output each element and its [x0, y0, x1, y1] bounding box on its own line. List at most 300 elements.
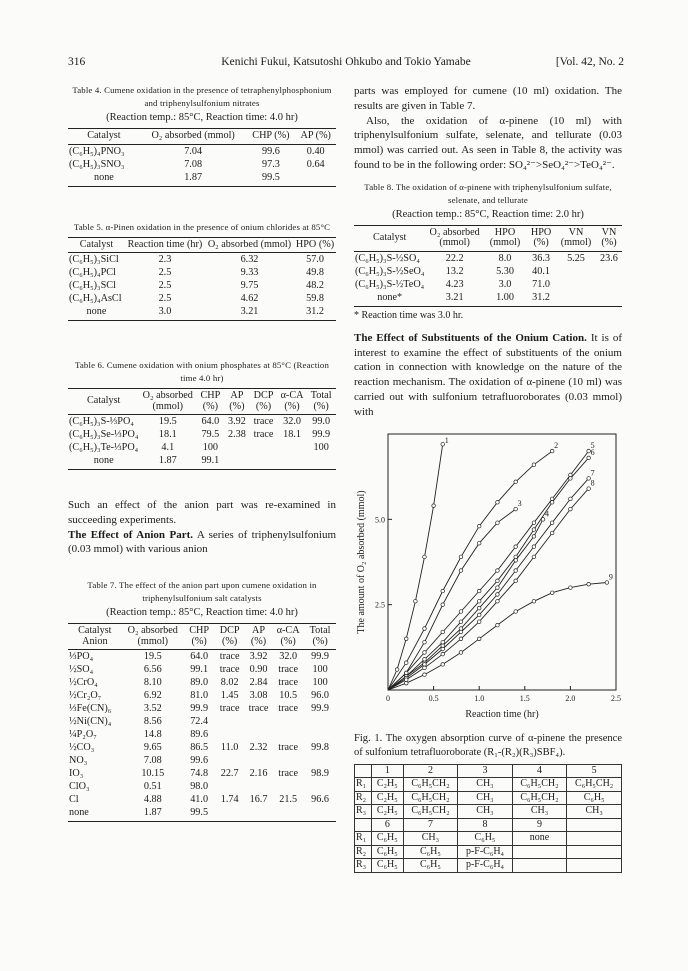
- table-cell: 22.2: [445, 252, 464, 264]
- series-label: 5: [590, 440, 595, 450]
- legend-cell: C₆H₅CH₂: [403, 778, 458, 792]
- data-point: [587, 582, 591, 586]
- table-cell: (C₆H₅)₃S-⅓PO₄: [69, 416, 134, 427]
- data-point: [550, 531, 554, 535]
- table-cell: 0.51: [143, 781, 162, 793]
- legend-cell: none: [512, 832, 567, 846]
- table-4-conditions: (Reaction temp.: 85°C, Reaction time: 4.0 hr): [106, 112, 298, 123]
- data-point: [514, 609, 518, 613]
- data-point: [441, 602, 445, 606]
- table-cell: (C₆H₅)₃SNO₃: [69, 158, 125, 170]
- legend-cell: CH₃: [403, 832, 458, 846]
- legend-cell: C₆H₅: [372, 845, 404, 859]
- legend-cell: [355, 818, 372, 832]
- series-label: 7: [590, 467, 595, 477]
- table-cell: trace: [219, 703, 240, 715]
- table-cell: 0.64: [306, 158, 325, 170]
- y-axis-label: The amount of O₂ absorbed (mmol): [356, 489, 367, 634]
- table-row: [68, 702, 336, 715]
- table-cell: 3.0: [125, 305, 205, 321]
- table-cell: [245, 806, 272, 822]
- data-point: [423, 672, 427, 676]
- series-label: 8: [590, 478, 595, 488]
- data-point: [514, 555, 518, 559]
- table-cell: 99.6: [190, 755, 209, 767]
- table-cell: 9.75: [240, 280, 259, 291]
- table-cell: [272, 806, 304, 822]
- table-cell: [556, 291, 596, 307]
- table-4-title: Table 4. Cumene oxidation in the presence of tetraphenylphosphonium and triphenylsulfonium nitrates: [72, 85, 332, 108]
- legend-cell: CH₃: [458, 791, 512, 805]
- legend-cell: R₁: [355, 778, 372, 792]
- table-cell: (C₆H₅)₃S-½TeO₄: [355, 278, 425, 290]
- legend-cell: C₆H₅: [403, 859, 458, 873]
- table-cell: (C₆H₅)₃Se-⅓PO₄: [69, 429, 139, 440]
- table-cell: trace: [278, 742, 299, 754]
- legend-row: [355, 832, 622, 846]
- x-tick-label: 1.0: [474, 693, 485, 703]
- data-point: [441, 630, 445, 634]
- oxygen-absorption-chart: [354, 428, 622, 728]
- data-point: [423, 650, 427, 654]
- data-point: [459, 619, 463, 623]
- data-point: [569, 497, 573, 501]
- data-point: [514, 544, 518, 548]
- table-cell: 2.5: [158, 280, 172, 291]
- legend-cell: 3: [458, 764, 512, 778]
- table-cell: 0.40: [306, 145, 325, 157]
- table-cell: 99.5: [184, 806, 214, 822]
- table-cell: 100: [313, 442, 329, 453]
- table-cell: 7.08: [143, 755, 162, 767]
- table-cell: 1.87: [122, 806, 184, 822]
- table-cell: 48.2: [306, 280, 324, 291]
- table-cell: Cl: [69, 794, 79, 806]
- table-cell: [304, 754, 336, 767]
- legend-cell: [512, 859, 567, 873]
- table-cell: 71.0: [532, 278, 550, 290]
- data-point: [459, 568, 463, 572]
- table-cell: none: [68, 806, 122, 822]
- table-cell: 99.5: [246, 171, 295, 187]
- table-row: [68, 728, 336, 741]
- table-5: [68, 221, 336, 322]
- paragraph: Such an effect of the anion part was re-examined in succeeding experiments.: [68, 499, 336, 526]
- table-cell: 32.0: [279, 651, 298, 663]
- table-6-header: Catalyst: [68, 389, 139, 415]
- table-cell: 21.5: [279, 794, 298, 806]
- table-cell: ½Ni(CN)₄: [69, 716, 112, 728]
- legend-cell: C₆H₅CH₂: [403, 791, 458, 805]
- legend-cell: C₆H₅: [403, 845, 458, 859]
- table-row: [354, 265, 622, 278]
- data-point: [550, 590, 554, 594]
- table-cell: ½Cr₂O₇: [69, 690, 102, 702]
- table-cell: (C₆H₅)₃S-½SeO₄: [355, 265, 425, 277]
- table-row: [68, 793, 336, 806]
- table-row: [68, 663, 336, 676]
- table-cell: 99.1: [196, 454, 224, 470]
- table-cell: ½CO₃: [69, 742, 95, 754]
- table-cell: 3.52: [143, 703, 162, 715]
- table-cell: [214, 780, 245, 793]
- table-cell: 10.15: [141, 768, 165, 780]
- table-cell: none: [68, 305, 125, 321]
- table-cell: 57.0: [306, 254, 324, 265]
- table-cell: 5.30: [496, 265, 514, 277]
- table-cell: 3.92: [249, 651, 268, 663]
- legend-cell: R₂: [355, 791, 372, 805]
- data-point: [532, 534, 536, 538]
- legend-cell: R₁: [355, 832, 372, 846]
- table-8-header: Catalyst: [354, 225, 425, 251]
- table-cell: 11.0: [220, 742, 239, 754]
- table-8-grid: [354, 225, 622, 307]
- table-cell: [245, 754, 272, 767]
- table-cell: 2.3: [158, 254, 172, 265]
- table-row: [354, 251, 622, 265]
- table-5-header: HPO (%): [294, 237, 336, 253]
- table-4-header: AP (%): [295, 129, 336, 145]
- table-row: [354, 278, 622, 291]
- table-5-header: O₂ absorbed (mmol): [205, 237, 294, 253]
- table-cell: ClO₃: [69, 781, 90, 793]
- legend-row: [355, 805, 622, 819]
- table-cell: 96.6: [311, 794, 329, 806]
- data-point: [477, 589, 481, 593]
- table-cell: trace: [219, 664, 240, 676]
- table-cell: 1.00: [484, 291, 526, 307]
- table-cell: 72.4: [190, 716, 209, 728]
- data-point: [532, 527, 536, 531]
- data-point: [532, 599, 536, 603]
- table-cell: [214, 806, 245, 822]
- paragraph-text: It is of interest to examine the effect of substituents of the onium cation in connection with knowledge on the nature of the reaction mechanism. The oxidation of α-pinene (10 ml) was carried out with sulfonium tetrafluoroborates (0.03 mmol) with: [354, 331, 622, 418]
- table-cell: (C₆H₅)₄PCl: [69, 267, 116, 278]
- table-cell: trace: [278, 664, 299, 676]
- data-point: [423, 555, 427, 559]
- table-cell: 36.3: [532, 252, 550, 264]
- data-point: [532, 544, 536, 548]
- table-cell: [556, 265, 596, 278]
- data-point: [441, 640, 445, 644]
- data-point: [514, 579, 518, 583]
- data-point: [477, 637, 481, 641]
- table-cell: [295, 171, 336, 187]
- table-row: [68, 428, 336, 441]
- table-row: [68, 171, 336, 187]
- x-tick-label: 2.5: [611, 693, 621, 703]
- table-cell: trace: [253, 416, 274, 427]
- table-cell: 4.88: [143, 794, 162, 806]
- table-cell: [278, 454, 306, 470]
- table-cell: (C₆H₅)₄PNO₃: [69, 145, 125, 157]
- table-cell: 86.5: [190, 742, 209, 754]
- paragraph: [68, 528, 336, 558]
- table-cell: 100: [202, 442, 218, 453]
- table-7-title: Table 7. The effect of the anion part upon cumene oxidation in triphenylsulfonium salt catalysts: [87, 580, 317, 604]
- table-cell: 99.0: [312, 416, 331, 427]
- table-cell: 0.90: [249, 664, 268, 676]
- table-6-header: AP (%): [225, 389, 250, 415]
- table-6-header: CHP (%): [196, 389, 224, 415]
- data-point: [532, 521, 536, 525]
- table-cell: 99.9: [190, 703, 209, 715]
- table-cell: none*: [354, 291, 425, 307]
- data-point: [477, 613, 481, 617]
- table-cell: 10.5: [279, 690, 298, 702]
- table-cell: (C₆H₅)₃S-½SO₄: [355, 252, 420, 264]
- data-point: [459, 626, 463, 630]
- table-cell: 96.0: [311, 690, 329, 702]
- y-tick-label: 5.0: [375, 514, 385, 524]
- table-cell: 100: [312, 677, 328, 689]
- legend-cell: 5: [567, 764, 622, 778]
- series-label: 4: [545, 508, 550, 518]
- figure-caption: Fig. 1. The oxygen absorption curve of α-pinene the presence of sulfonium tetrafluoroborate (R₁-(R₂)(R₃)SBF₄).: [354, 732, 622, 758]
- table-row: [68, 158, 336, 171]
- table-7-header: DCP (%): [214, 624, 245, 650]
- legend-cell: C₆H₅: [372, 859, 404, 873]
- table-row: [68, 305, 336, 321]
- table-8-conditions: (Reaction temp.: 85°C, Reaction time: 2.0 hr): [392, 208, 584, 220]
- legend-cell: 2: [403, 764, 458, 778]
- table-cell: [249, 454, 278, 470]
- table-cell: 16.7: [249, 794, 268, 806]
- table-cell: [272, 754, 304, 767]
- table-row: [68, 806, 336, 822]
- data-point: [441, 647, 445, 651]
- series-label: 6: [590, 447, 595, 457]
- legend-cell: 9: [512, 818, 567, 832]
- table-cell: 41.0: [190, 794, 209, 806]
- table-7-header: O₂ absorbed (mmol): [122, 624, 184, 650]
- table-cell: [304, 728, 336, 741]
- table-cell: 7.04: [184, 145, 203, 157]
- data-point: [532, 555, 536, 559]
- table-cell: (C₆H₅)₄AsCl: [69, 293, 122, 304]
- legend-cell: 4: [512, 764, 567, 778]
- table-cell: trace: [253, 429, 274, 440]
- table-cell: 1.74: [220, 794, 239, 806]
- table-cell: 99.9: [311, 651, 329, 663]
- data-point: [404, 681, 408, 685]
- table-cell: 8.56: [143, 716, 162, 728]
- table-cell: 19.5: [158, 416, 177, 427]
- data-point: [514, 568, 518, 572]
- table-cell: ⅓Fe(CN)₆: [69, 703, 112, 715]
- table-row: [68, 441, 336, 454]
- table-cell: [214, 728, 245, 741]
- data-point: [477, 619, 481, 623]
- table-cell: [214, 754, 245, 767]
- table-8-header: O₂ absorbed (mmol): [425, 225, 483, 251]
- data-point: [496, 585, 500, 589]
- data-point: [459, 650, 463, 654]
- legend-cell: 7: [403, 818, 458, 832]
- table-cell: trace: [219, 651, 240, 663]
- table-cell: [225, 454, 250, 470]
- table-cell: none: [68, 171, 140, 187]
- table-7-conditions: (Reaction temp.: 85°C, Reaction time: 4.0 hr): [106, 607, 298, 619]
- table-cell: 14.8: [143, 729, 162, 741]
- table-cell: [596, 291, 622, 307]
- table-row: [68, 650, 336, 664]
- x-tick-label: 0.5: [428, 693, 439, 703]
- legend-cell: [567, 832, 622, 846]
- table-cell: 74.8: [190, 768, 209, 780]
- table-cell: ½SO₄: [69, 664, 94, 676]
- table-8-header: HPO (mmol): [484, 225, 526, 251]
- table-cell: [214, 715, 245, 728]
- data-point: [459, 630, 463, 634]
- legend-cell: CH₃: [458, 805, 512, 819]
- legend-cell: R₃: [355, 805, 372, 819]
- data-point: [404, 678, 408, 682]
- table-cell: 4.1: [161, 442, 175, 453]
- table-7-header: CHP (%): [184, 624, 214, 650]
- table-cell: 81.0: [190, 690, 209, 702]
- plot-frame: [388, 434, 616, 690]
- data-point: [414, 599, 418, 603]
- table-cell: 4.23: [445, 278, 464, 290]
- table-cell: 19.5: [143, 651, 162, 663]
- legend-cell: [567, 818, 622, 832]
- legend-cell: R₃: [355, 859, 372, 873]
- table-row: [68, 676, 336, 689]
- data-point: [423, 666, 427, 670]
- legend-cell: C₆H₅CH₂: [512, 778, 567, 792]
- table-cell: 3.21: [425, 291, 483, 307]
- data-point: [432, 503, 436, 507]
- table-cell: [596, 265, 622, 278]
- data-point: [404, 637, 408, 641]
- right-column: [354, 84, 622, 873]
- data-point: [423, 626, 427, 630]
- data-point: [514, 480, 518, 484]
- table-cell: 23.6: [600, 252, 618, 264]
- legend-cell: C₆H₅: [567, 791, 622, 805]
- table-cell: 2.32: [249, 742, 268, 754]
- table-6-title: Table 6. Cumene oxidation with onium phosphates at 85°C (Reaction time 4.0 hr): [74, 360, 330, 383]
- data-point: [496, 521, 500, 525]
- table-cell: 8.0: [498, 252, 512, 264]
- legend-cell: CH₃: [567, 805, 622, 819]
- data-point: [569, 585, 573, 589]
- table-cell: 1.45: [220, 690, 239, 702]
- legend-cell: C₆H₅: [372, 832, 404, 846]
- substituent-legend-table: [354, 764, 622, 873]
- table-cell: NO₃: [69, 755, 88, 767]
- legend-cell: 1: [372, 764, 404, 778]
- table-cell: [278, 441, 306, 454]
- table-cell: 2.38: [227, 429, 246, 440]
- legend-cell: C₆H₅: [458, 832, 512, 846]
- table-row: [68, 754, 336, 767]
- series-label: 9: [608, 572, 613, 582]
- table-cell: 18.1: [283, 429, 301, 440]
- section-heading: The Effect of Anion Part.: [68, 528, 193, 541]
- table-6-header: O₂ absorbed (mmol): [139, 389, 196, 415]
- legend-cell: [355, 764, 372, 778]
- table-cell: 6.56: [143, 664, 162, 676]
- legend-cell: C₂H₅: [372, 805, 404, 819]
- data-point: [496, 500, 500, 504]
- series-line-7: [388, 478, 589, 690]
- data-point: [550, 500, 554, 504]
- table-cell: 79.5: [201, 429, 220, 440]
- table-cell: 6.92: [143, 690, 162, 702]
- table-4-header: O₂ absorbed (mmol): [140, 129, 247, 145]
- table-cell: 59.8: [306, 293, 324, 304]
- table-cell: [556, 278, 596, 291]
- table-cell: [245, 715, 272, 728]
- table-cell: 100: [312, 664, 328, 676]
- legend-cell: C₂H₅: [372, 778, 404, 792]
- table-cell: ¼P₂O₇: [69, 729, 97, 741]
- table-8-header: VN (mmol): [556, 225, 596, 251]
- table-row: [68, 715, 336, 728]
- table-cell: 3.0: [498, 278, 512, 290]
- data-point: [404, 660, 408, 664]
- x-axis-label: Reaction time (hr): [465, 708, 539, 720]
- table-cell: [304, 780, 336, 793]
- table-cell: 2.84: [249, 677, 268, 689]
- table-4-header: Catalyst: [68, 129, 140, 145]
- legend-cell: [567, 845, 622, 859]
- data-point: [423, 657, 427, 661]
- data-point: [569, 476, 573, 480]
- table-cell: 6.32: [240, 254, 259, 265]
- data-point: [459, 637, 463, 641]
- table-6-header: α-CA (%): [278, 389, 306, 415]
- table-7-header: Total (%): [304, 624, 336, 650]
- table-7-header: α-CA (%): [272, 624, 304, 650]
- table-cell: 1.87: [140, 171, 247, 187]
- table-cell: 18.1: [158, 429, 177, 440]
- table-row: [68, 767, 336, 780]
- table-5-header: Catalyst: [68, 237, 125, 253]
- series-label: 3: [517, 498, 522, 508]
- table-cell: IO₃: [69, 768, 84, 780]
- table-cell: [596, 278, 622, 291]
- table-cell: ⅓PO₄: [69, 651, 94, 663]
- table-8-title: Table 8. The oxidation of α-pinene with triphenylsulfonium sulfate, selenate, and tellurate: [364, 181, 612, 205]
- legend-row: [355, 818, 622, 832]
- table-4-header: CHP (%): [246, 129, 295, 145]
- table-cell: 2.16: [249, 768, 268, 780]
- table-cell: 31.2: [526, 291, 556, 307]
- data-point: [496, 599, 500, 603]
- figure-1: [354, 428, 622, 728]
- x-tick-label: 2.0: [565, 693, 576, 703]
- series-line-6: [388, 457, 589, 689]
- table-cell: 9.65: [143, 742, 162, 754]
- table-cell: 99.9: [312, 429, 331, 440]
- table-row: [68, 689, 336, 702]
- table-cell: [245, 728, 272, 741]
- table-row: [68, 780, 336, 793]
- data-point: [496, 579, 500, 583]
- page-number: 316: [68, 56, 86, 68]
- table-cell: none: [68, 454, 139, 470]
- paragraph: parts was employed for cumene (10 ml) oxidation. The results are given in Table 7.: [354, 85, 622, 112]
- table-cell: 40.1: [532, 265, 550, 277]
- table-cell: 1.87: [139, 454, 196, 470]
- table-7-grid: [68, 623, 336, 822]
- table-row: [354, 291, 622, 307]
- table-cell: trace: [278, 677, 299, 689]
